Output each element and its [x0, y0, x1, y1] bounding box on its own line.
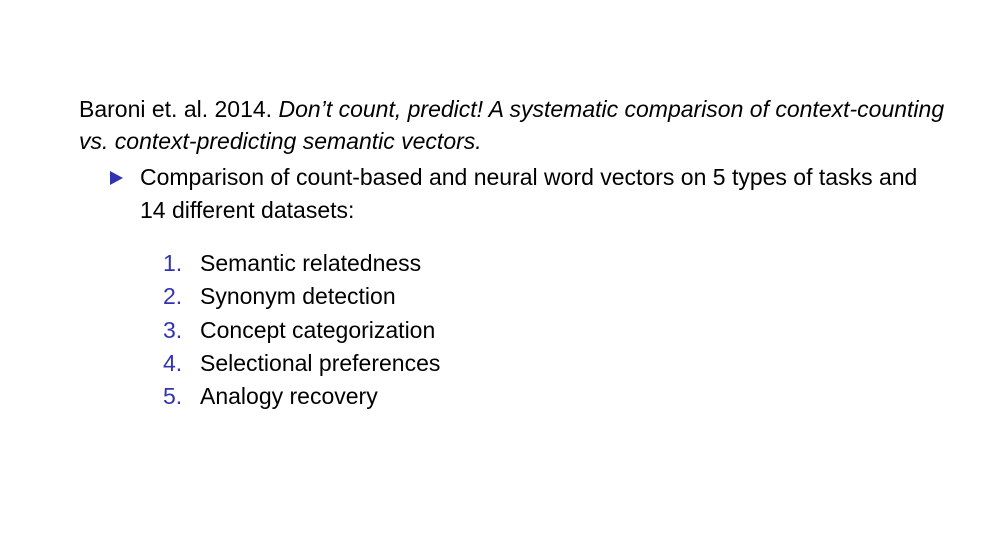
- list-item: [163, 247, 440, 280]
- triangle-right-bullet-icon: [110, 171, 123, 185]
- list-item: [163, 314, 440, 347]
- list-item: [163, 380, 440, 413]
- bullet-item: [110, 161, 920, 227]
- list-item-label: Concept categorization: [200, 316, 436, 343]
- bullet-text: Comparison of count-based and neural word vectors on 5 types of tasks and 14 different datasets:: [140, 164, 918, 223]
- paper-reference: [79, 93, 949, 157]
- list-item-label: Selectional preferences: [200, 349, 441, 376]
- list-item: [163, 280, 440, 313]
- list-item-label: Synonym detection: [200, 283, 396, 310]
- list-item-number: 4.: [163, 349, 183, 376]
- task-list: [163, 247, 440, 413]
- list-item-label: Analogy recovery: [200, 383, 378, 410]
- list-item-number: 1.: [163, 250, 183, 276]
- list-item-number: 2.: [163, 283, 183, 310]
- list-item-number: 5.: [163, 383, 183, 410]
- list-item: [163, 347, 440, 380]
- list-item-label: Semantic relatedness: [200, 250, 422, 276]
- reference-citation: Baroni et. al. 2014.: [79, 96, 273, 122]
- reference-paper-title: Don’t count, predict! A systematic comparison of context-counting vs. context-predicting semantic vectors.: [79, 96, 945, 154]
- list-item-number: 3.: [163, 316, 183, 343]
